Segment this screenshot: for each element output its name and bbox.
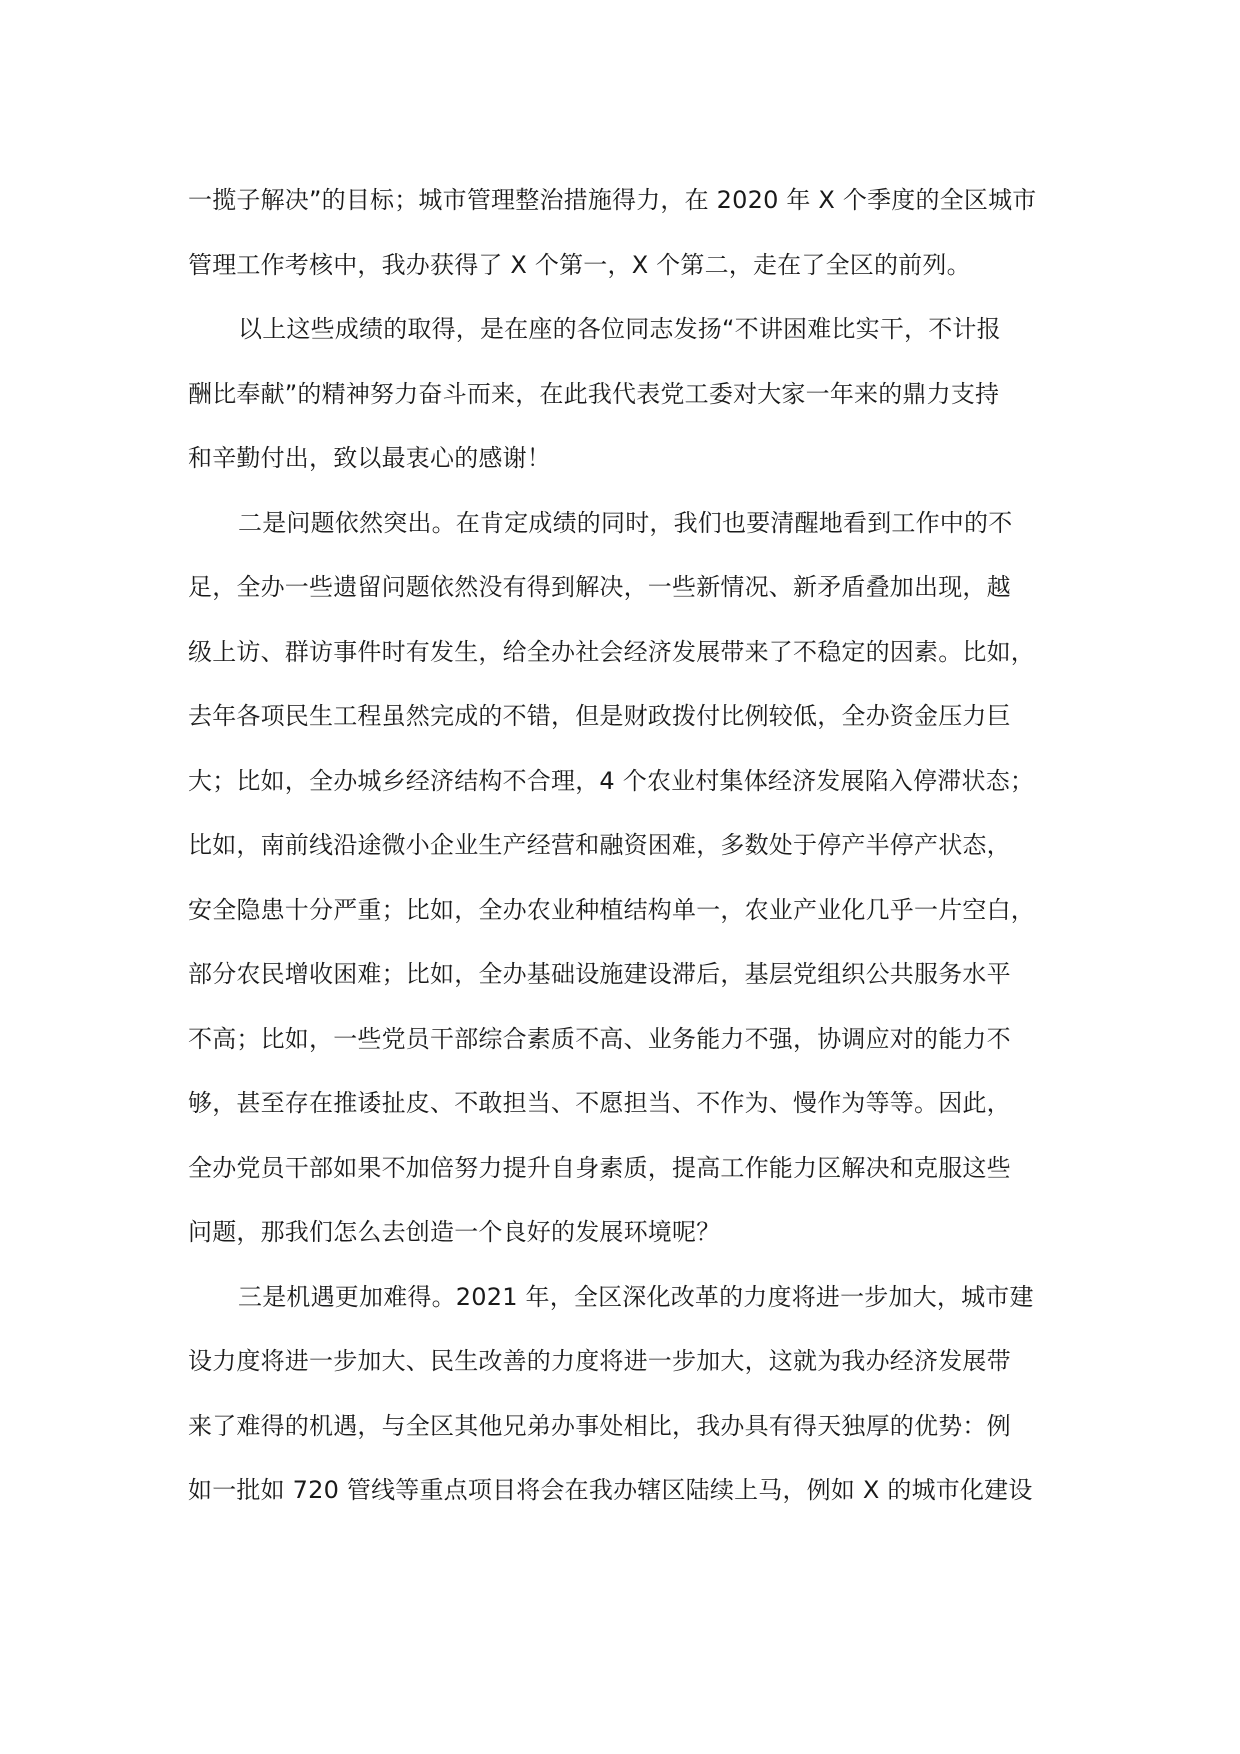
document-body (188, 168, 1058, 1523)
text-line: 够，甚至存在推诿扯皮、不敢担当、不愿担当、不作为、慢作为等等。因此， (188, 1089, 1011, 1117)
text-line: 管理工作考核中，我办获得了 X 个第一，X 个第二，走在了全区的前列。 (188, 250, 971, 279)
text-line: 设力度将进一步加大、民生改善的力度将进一步加大，这就为我办经济发展带 (188, 1347, 1011, 1375)
text-line: 问题，那我们怎么去创造一个良好的发展环境呢？ (188, 1218, 721, 1246)
text-line: 酬比奉献”的精神努力奋斗而来，在此我代表党工委对大家一年来的鼎力支持 (188, 379, 1000, 408)
text-line: 来了难得的机遇，与全区其他兄弟办事处相比，我办具有得天独厚的优势：例 (188, 1411, 1011, 1440)
text-line: 大；比如，全办城乡经济结构不合理，4 个农业村集体经济发展陷入停滞状态； (188, 766, 1035, 795)
text-line: 一揽子解决”的目标；城市管理整治措施得力，在 2020 年 X 个季度的全区城市 (188, 186, 1037, 214)
text-line: 全办党员干部如果不加倍努力提升自身素质，提高工作能力区解决和克服这些 (188, 1153, 1011, 1182)
text-line: 足，全办一些遗留问题依然没有得到解决，一些新情况、新矛盾叠加出现，越 (188, 573, 1011, 601)
text-line: 比如，南前线沿途微小企业生产经营和融资困难，多数处于停产半停产状态， (188, 831, 1011, 859)
text-line: 和辛勤付出，致以最衷心的感谢！ (188, 444, 551, 472)
text-line: 不高；比如，一些党员干部综合素质不高、业务能力不强，协调应对的能力不 (188, 1024, 1011, 1053)
text-line: 部分农民增收困难；比如，全办基础设施建设滞后，基层党组织公共服务水平 (188, 960, 1011, 988)
text-line: 级上访、群访事件时有发生，给全办社会经济发展带来了不稳定的因素。比如， (188, 637, 1035, 666)
paragraph-first-line: 二是问题依然突出。在肯定成绩的同时，我们也要清醒地看到工作中的不 (238, 508, 1013, 537)
text-line: 安全隐患十分严重；比如，全办农业种植结构单一，农业产业化几乎一片空白， (188, 895, 1035, 924)
text-line: 去年各项民生工程虽然完成的不错，但是财政拨付比例较低，全办资金压力巨 (188, 702, 1011, 730)
text-line: 如一批如 720 管线等重点项目将会在我办辖区陆续上马，例如 X 的城市化建设 (188, 1476, 1033, 1504)
paragraph-first-line: 以上这些成绩的取得，是在座的各位同志发扬“不讲困难比实干，不计报 (238, 315, 1001, 343)
paragraph-first-line: 三是机遇更加难得。2021 年，全区深化改革的力度将进一步加大，城市建 (238, 1282, 1034, 1311)
